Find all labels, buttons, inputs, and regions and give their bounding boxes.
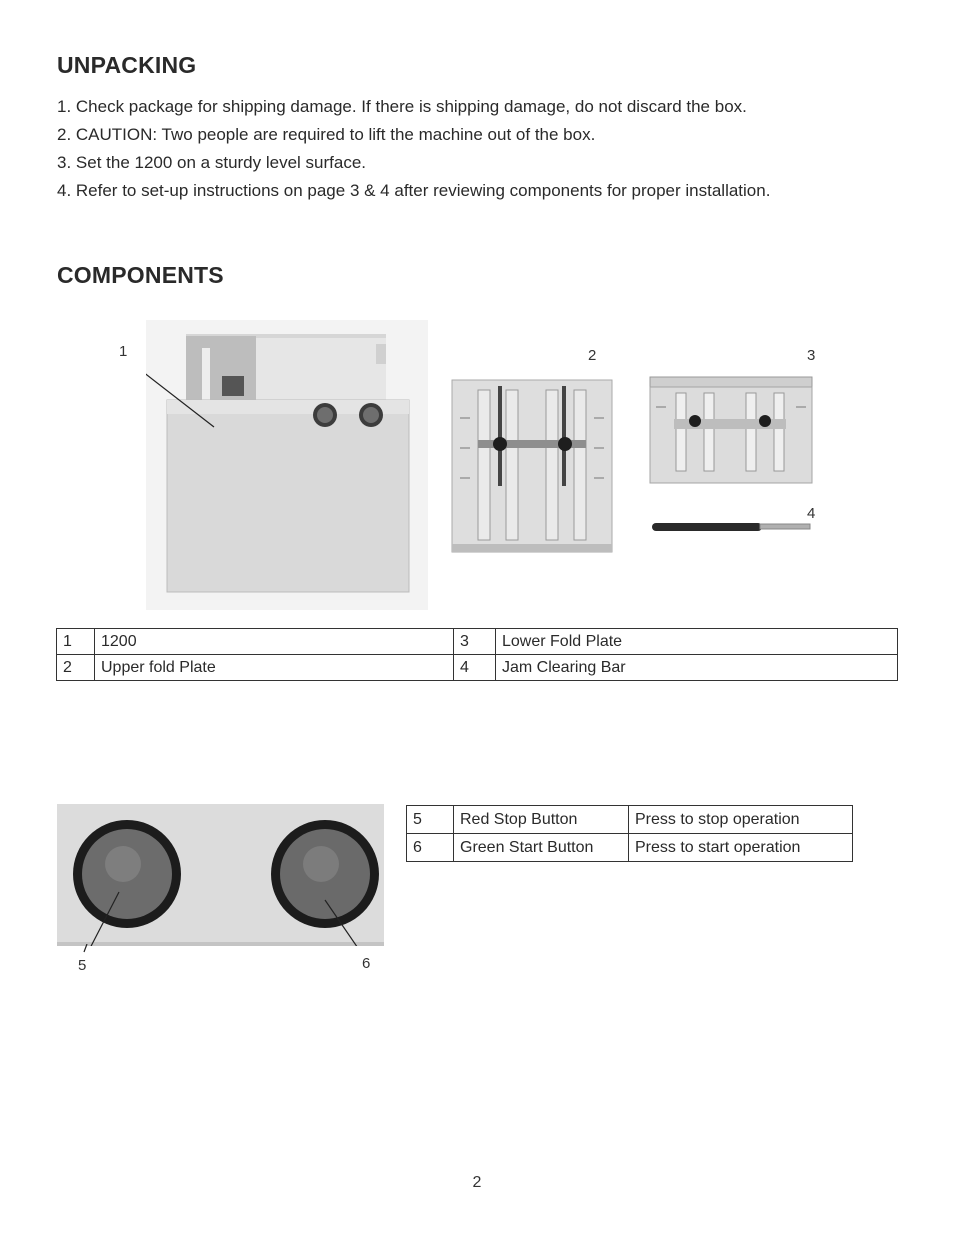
- component-name: Upper fold Plate: [95, 655, 454, 681]
- button-description: Press to start operation: [629, 834, 853, 862]
- button-number: 5: [407, 806, 454, 834]
- machine-1200-photo: [146, 320, 428, 610]
- table-row: [407, 834, 853, 862]
- jam-clearing-bar-photo: [650, 520, 814, 534]
- component-name: Lower Fold Plate: [496, 629, 898, 655]
- callout-4: 4: [807, 505, 816, 522]
- components-table: [56, 628, 898, 681]
- component-name: Jam Clearing Bar: [496, 655, 898, 681]
- unpacking-step: 1. Check package for shipping damage. If there is shipping damage, do not discard the box.: [57, 97, 747, 116]
- table-row: [407, 806, 853, 834]
- callout-2: 2: [588, 347, 597, 364]
- lower-fold-plate-photo: [646, 373, 816, 491]
- table-row: [57, 629, 898, 655]
- button-name: Green Start Button: [454, 834, 629, 862]
- buttons-table: [406, 805, 853, 862]
- unpacking-step: 2. CAUTION: Two people are required to lift the machine out of the box.: [57, 125, 596, 144]
- button-description: Press to stop operation: [629, 806, 853, 834]
- component-number: 1: [57, 629, 95, 655]
- unpacking-steps: [57, 93, 770, 205]
- callout-5: 5: [78, 957, 87, 974]
- components-heading: COMPONENTS: [57, 262, 224, 288]
- component-name: 1200: [95, 629, 454, 655]
- callout-1: 1: [119, 343, 128, 360]
- table-row: [57, 655, 898, 681]
- component-number: 3: [454, 629, 496, 655]
- callout-3: 3: [807, 347, 816, 364]
- unpacking-step: 4. Refer to set-up instructions on page 3 & 4 after reviewing components for proper installation.: [57, 181, 771, 200]
- page-number: 2: [472, 1174, 482, 1191]
- callout-6: 6: [362, 955, 371, 972]
- control-buttons-photo: [57, 804, 384, 946]
- callout-leader-lines: [82, 944, 352, 958]
- component-number: 4: [454, 655, 496, 681]
- button-name: Red Stop Button: [454, 806, 629, 834]
- component-number: 2: [57, 655, 95, 681]
- button-number: 6: [407, 834, 454, 862]
- upper-fold-plate-photo: [448, 378, 616, 558]
- unpacking-step: 3. Set the 1200 on a sturdy level surface.: [57, 153, 367, 172]
- unpacking-heading: UNPACKING: [57, 52, 197, 78]
